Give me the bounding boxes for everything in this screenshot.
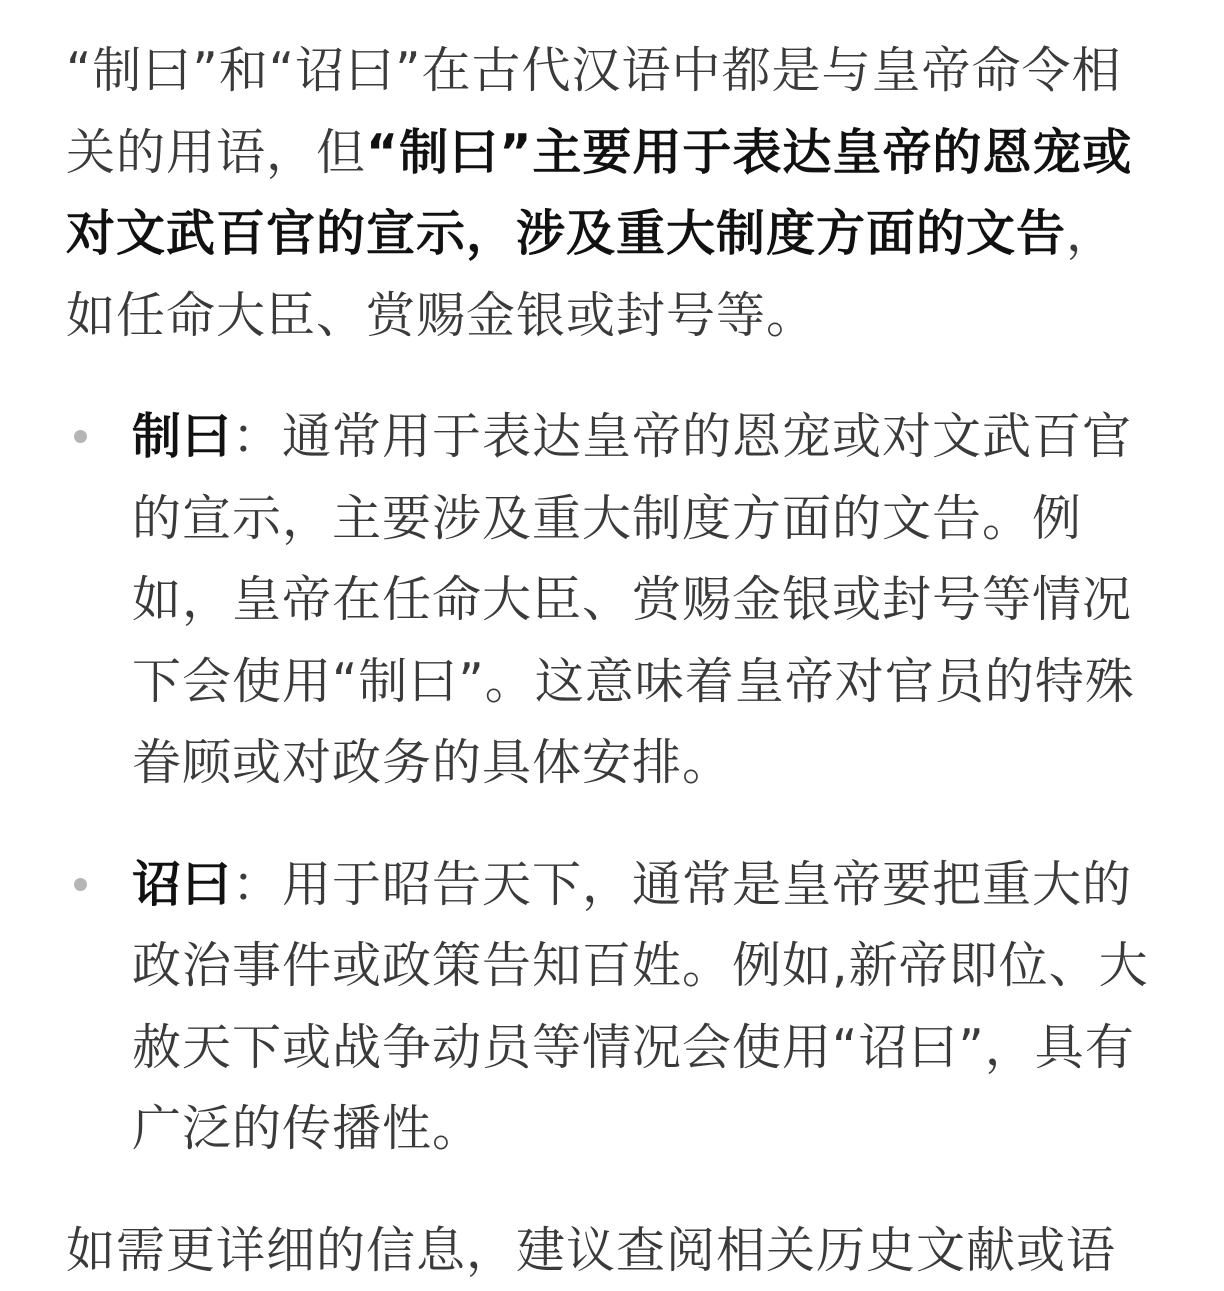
answer-content xyxy=(66,30,1166,1291)
intro-paragraph xyxy=(66,30,1166,356)
list-item-zhaoyue xyxy=(66,844,1166,1170)
intro-text: “制曰”和“诏曰”在古代汉语中都是与皇帝命令相关的用语，但 xyxy=(66,42,1122,181)
bullet-icon xyxy=(74,430,87,443)
bullet-icon xyxy=(74,878,87,891)
term-label: 制曰 xyxy=(132,408,232,465)
intro-bold-text: “制曰”主要用于表达皇帝的恩宠或对文武百官的宣示，涉及重大制度方面的文告 xyxy=(66,124,1132,263)
term-description: ：通常用于表达皇帝的恩宠或对文武百官的宣示，主要涉及重大制度方面的文告。例如，皇帝在任命大臣、赏赐金银或封号等情况下会使用“制曰”。这意味着皇帝对官员的特殊眷顾或对政务的具体安排。 xyxy=(132,408,1135,791)
term-label: 诏曰 xyxy=(132,856,232,913)
list-item-zhiyue xyxy=(66,396,1166,804)
outro-paragraph: 如需更详细的信息，建议查阅相关历史文献或语 xyxy=(66,1210,1166,1291)
bullet-list xyxy=(66,396,1166,1170)
term-description: ：用于昭告天下，通常是皇帝要把重大的政治事件或政策告知百姓。例如,新帝即位、大赦天下或战争动员等情况会使用“诏曰”，具有广泛的传播性。 xyxy=(132,856,1149,1158)
intro-text-end: ，如任命大臣、赏赐金银或封号等。 xyxy=(66,205,1116,344)
